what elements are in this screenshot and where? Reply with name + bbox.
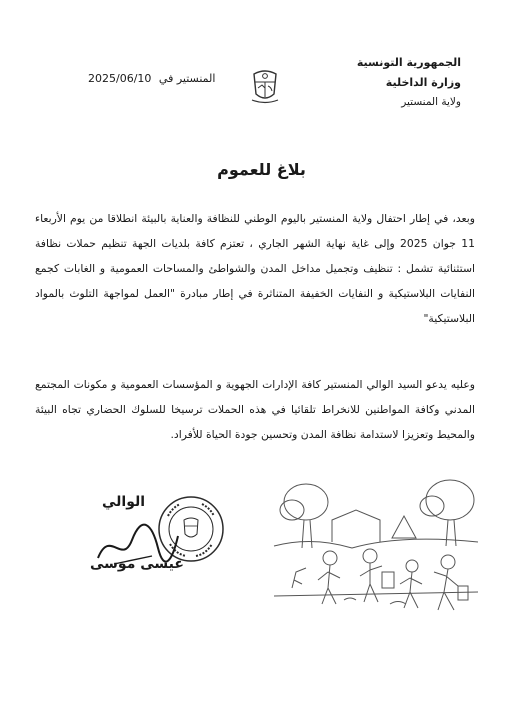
coat-of-arms-icon	[248, 64, 282, 104]
date-place: المنستير في	[158, 72, 216, 85]
header-ministry: وزارة الداخلية	[385, 76, 461, 89]
signatory-title: الوالي	[102, 494, 146, 510]
header-governorate: ولاية المنستير	[401, 96, 461, 108]
children-cleaning-illustration-icon	[272, 476, 480, 626]
header-republic: الجمهورية التونسية	[356, 56, 461, 69]
body-paragraph-2: وعليه يدعو السيد الوالي المنستير كافة الإدارات الجهوية و المؤسسات العمومية و مكونات المجتمع المدني وكافة المواطنين للانخراط تلقائيا في هذه الحملات ترسيخا للسلوك الحضاري تجاه البيئة والمحيط وتعزيزا لاستدامة نظافة المدن وتحسين جودة الحياة للأفراد.	[35, 378, 475, 441]
date-value: 2025/06/10	[88, 72, 152, 85]
body-paragraph-1: وبعد، في إطار احتفال ولاية المنستير باليوم الوطني للنظافة والعناية بالبيئة انطلاقا من يوم الأربعاء 11 جوان 2025 وإلى غاية نهاية الشهر الجاري ، تعتزم كافة بلديات الجهة تنظيم حملات نظافة استثنائية تشمل : تنظيف وتجميل مداخل المدن والشواطئ والمساحات العمومية و الغابات كجمع النفايات البلاستيكية و النفايات الخفيفة المتناثرة في إطار مبادرة "العمل لمواجهة التلوث بالمواد البلاستيكية"	[35, 212, 475, 325]
signatory-name: عيسى موسى	[90, 556, 184, 572]
document-title: بلاغ للعموم	[217, 160, 306, 179]
date-line	[88, 72, 215, 85]
